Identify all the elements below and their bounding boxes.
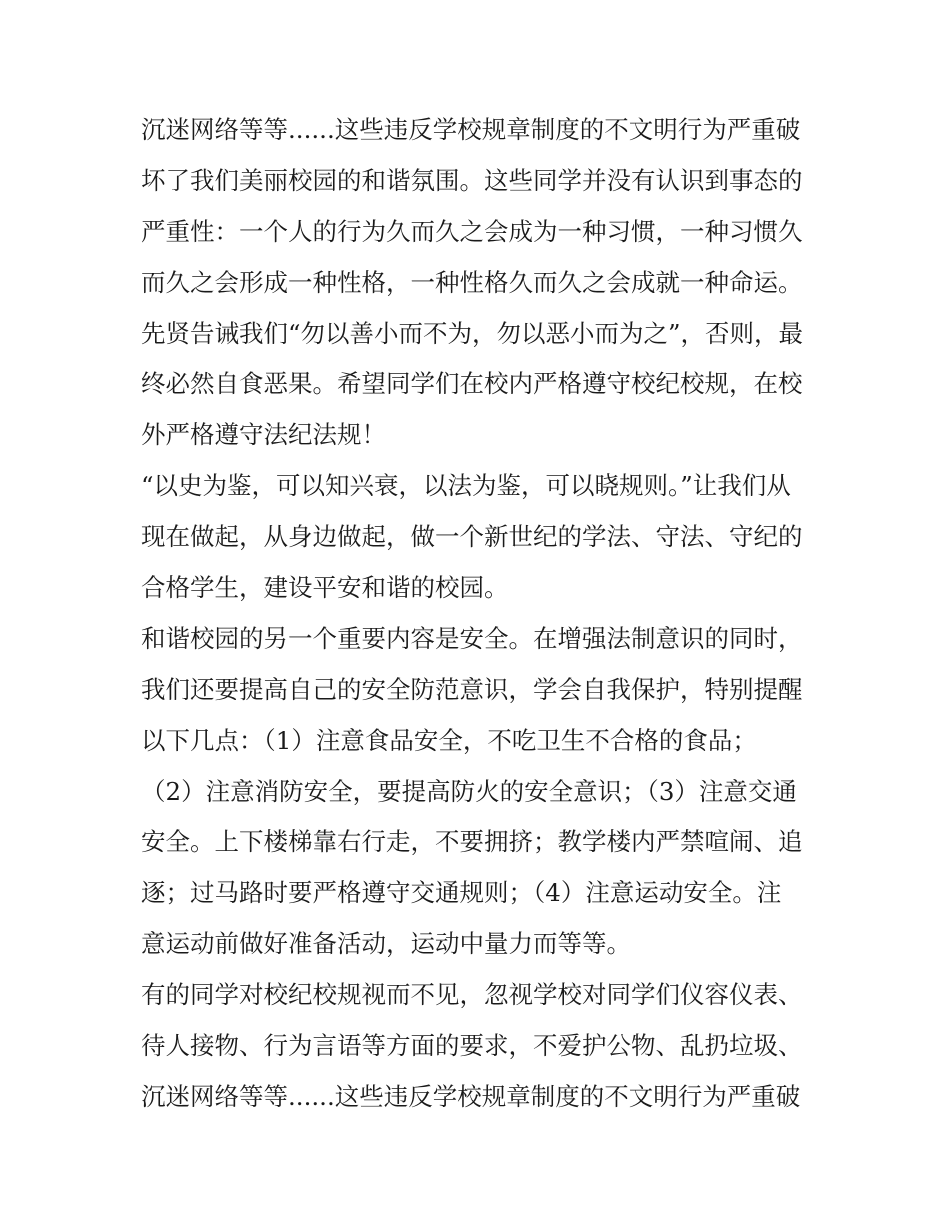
text-line: 先贤告诫我们“勿以善小而不为，勿以恶小而为之”，否则，最 <box>141 318 804 348</box>
text-line: 现在做起，从身边做起，做一个新世纪的学法、守法、守纪的 <box>141 522 803 552</box>
text-line: 终必然自食恶果。希望同学们在校内严格遵守校纪校规，在校 <box>141 369 803 399</box>
text-line: 待人接物、行为言语等方面的要求，不爱护公物、乱扔垃圾、 <box>141 1031 803 1061</box>
text-line: 沉迷网络等等......这些违反学校规章制度的不文明行为严重破 <box>141 1081 801 1111</box>
text-line: 外严格遵守法纪法规！ <box>141 420 386 450</box>
text-line: 合格学生，建设平安和谐的校园。 <box>141 573 509 603</box>
text-line: 以下几点：（1）注意食品安全，不吃卫生不合格的食品； <box>141 725 757 755</box>
document-body <box>141 105 821 1123</box>
text-line: 而久之会形成一种性格，一种性格久而久之会成就一种命运。 <box>141 267 803 297</box>
text-line: 逐；过马路时要严格遵守交通规则；（4）注意运动安全。注 <box>141 878 782 908</box>
text-line: 我们还要提高自己的安全防范意识，学会自我保护，特别提醒 <box>141 674 803 704</box>
text-line: “以史为鉴，可以知兴衰，以法为鉴，可以晓规则。”让我们从 <box>141 471 791 501</box>
text-line: 坏了我们美丽校园的和谐氛围。这些同学并没有认识到事态的 <box>141 165 803 195</box>
text-line: 沉迷网络等等......这些违反学校规章制度的不文明行为严重破 <box>141 115 801 144</box>
text-line: 有的同学对校纪校规视而不见，忽视学校对同学们仪容仪表、 <box>141 980 803 1010</box>
text-line: 严重性：一个人的行为久而久之会成为一种习惯，一种习惯久 <box>141 216 803 246</box>
text-line: 和谐校园的另一个重要内容是安全。在增强法制意识的同时， <box>141 623 803 653</box>
text-line: 安全。上下楼梯靠右行走，不要拥挤；教学楼内严禁喧闹、追 <box>141 827 803 857</box>
text-line: 意运动前做好准备活动，运动中量力而等等。 <box>141 929 631 959</box>
text-line: （2）注意消防安全，要提高防火的安全意识；（3）注意交通 <box>141 776 797 806</box>
